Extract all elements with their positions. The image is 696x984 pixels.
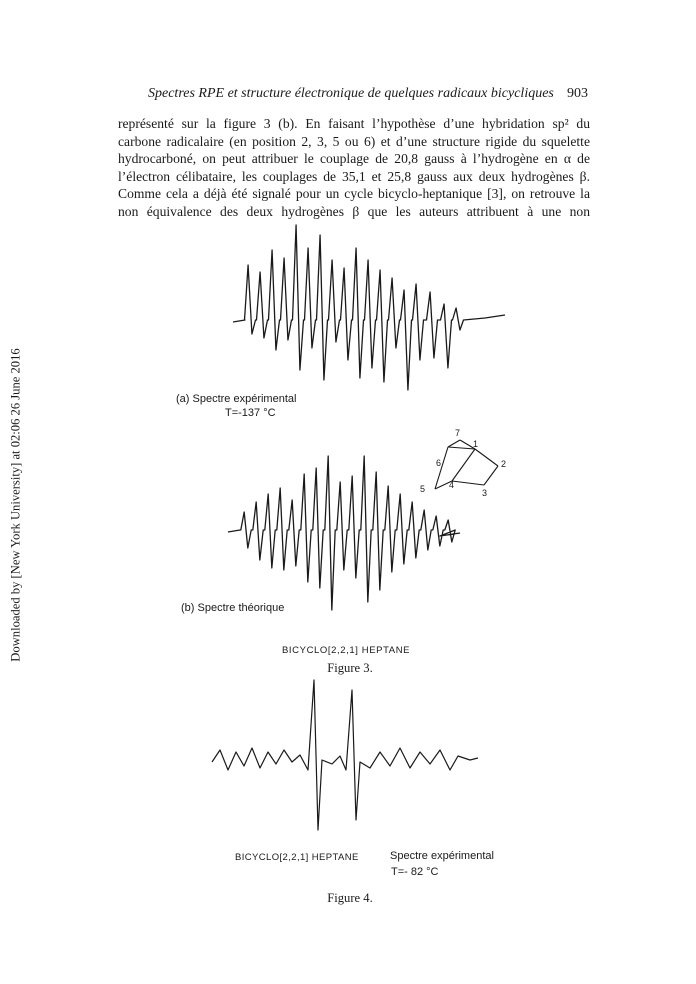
spectrum-line bbox=[233, 225, 505, 390]
atom-label: 1 bbox=[473, 439, 479, 449]
bond-line bbox=[435, 447, 448, 489]
bond-line bbox=[452, 449, 475, 481]
page-number: 903 bbox=[567, 86, 588, 101]
atom-label: 2 bbox=[501, 459, 507, 469]
paragraph-line: représenté sur la figure 3 (b). En faisant l’hypothèse d’une hybridation sp² du bbox=[118, 116, 590, 131]
norbornane-structure-diagram bbox=[435, 440, 498, 489]
figure4-temperature: T=- 82 °C bbox=[391, 866, 439, 878]
spectrum-trace-experimental bbox=[233, 225, 505, 390]
running-title: Spectres RPE et structure électronique de quelques radicaux bicycliques bbox=[148, 86, 554, 101]
atom-label: 5 bbox=[420, 484, 426, 494]
paragraph-line: carbone radicalaire (en position 2, 3, 5 ou 6) et d’une structure rigide du squelette bbox=[118, 133, 590, 149]
figure3-caption: Figure 3. bbox=[327, 661, 373, 675]
spectrum-line bbox=[228, 456, 460, 610]
spectrum-line bbox=[212, 680, 478, 830]
paragraph-line: Comme cela a déjà été signalé pour un cycle bicyclo-heptanique [3], on retrouve la bbox=[118, 186, 590, 202]
figure4-caption: Figure 4. bbox=[327, 891, 373, 905]
atom-label: 6 bbox=[436, 458, 442, 468]
figure3b-label: (b) Spectre théorique bbox=[181, 602, 285, 614]
atom-label: 4 bbox=[449, 480, 455, 490]
figure3a-label: (a) Spectre expérimental bbox=[176, 393, 297, 405]
bond-line bbox=[475, 449, 498, 466]
figure4-compound-label: BICYCLO[2,2,1] HEPTANE bbox=[235, 852, 359, 863]
paragraph-line: non équivalence des deux hydrogènes β que les auteurs attribuent à une non bbox=[118, 203, 590, 219]
figure3-compound-label: BICYCLO[2,2,1] HEPTANE bbox=[282, 645, 411, 656]
paragraph-line: l’électron célibataire, les couplages de 35,1 et 25,8 gauss aux deux hydrogènes β. bbox=[118, 168, 590, 184]
atom-label: 7 bbox=[455, 428, 461, 438]
bond-line bbox=[452, 481, 484, 485]
download-watermark-text: Downloaded by [New York University] at 02:06 26 June 2016 bbox=[8, 348, 23, 662]
bond-line bbox=[484, 466, 498, 485]
atom-label: 3 bbox=[482, 488, 488, 498]
spectrum-trace-theoretical bbox=[228, 456, 460, 610]
bond-line bbox=[448, 440, 460, 447]
bond-line bbox=[448, 447, 475, 449]
paragraph-line: hydrocarboné, on peut attribuer le couplage de 20,8 gauss à l’hydrogène en α de bbox=[118, 151, 590, 167]
spectrum-trace-figure4 bbox=[212, 680, 478, 830]
figure4-label: Spectre expérimental bbox=[390, 850, 494, 862]
figure3a-temperature: T=-137 °C bbox=[225, 407, 276, 419]
